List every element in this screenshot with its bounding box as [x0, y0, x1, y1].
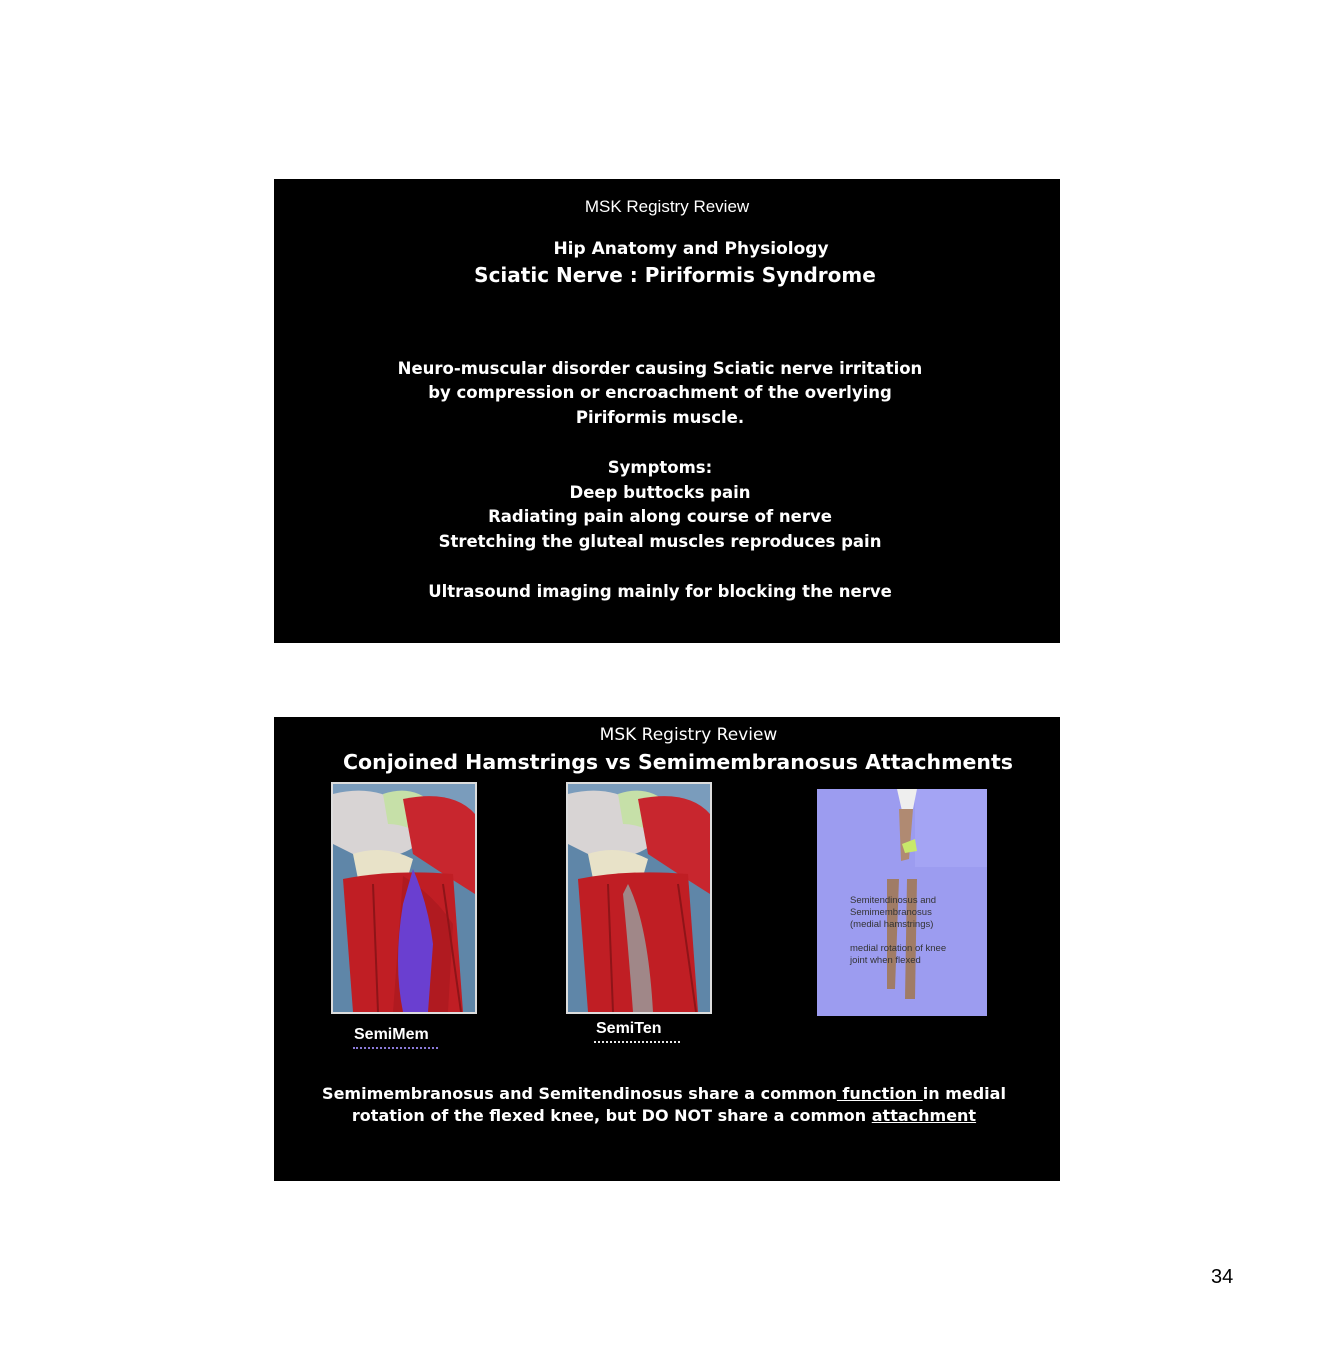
caption-underline — [594, 1041, 680, 1043]
definition-line: Piriformis muscle. — [575, 408, 745, 427]
image-caption-semiten: SemiTen — [596, 1020, 662, 1037]
footer-line-1: Semimembranosus and Semitendinosus share a common function in medial — [322, 1084, 1006, 1103]
slide-subtitle: Hip Anatomy and Physiology — [553, 239, 829, 259]
slide-header: MSK Registry Review — [584, 197, 750, 216]
underlined-attachment: attachment — [871, 1106, 977, 1125]
semitendinosus-image — [566, 782, 712, 1014]
symptom-item: Deep buttocks pain — [569, 483, 751, 502]
imaging-note: Ultrasound imaging mainly for blocking the nerve — [428, 582, 892, 601]
slide-header: MSK Registry Review — [599, 725, 778, 745]
slide-piriformis — [274, 179, 1060, 643]
slide-title: Sciatic Nerve : Piriformis Syndrome — [474, 263, 876, 287]
slide-title: Conjoined Hamstrings vs Semimembranosus Attachments — [343, 750, 1013, 774]
hip-posterior-illustration — [333, 784, 475, 1012]
definition-line: Neuro-muscular disorder causing Sciatic nerve irritation — [397, 359, 923, 378]
slide-hamstrings — [274, 717, 1060, 1181]
footer-line-2: rotation of the flexed knee, but DO NOT share a common attachment — [351, 1106, 977, 1125]
definition-line: by compression or encroachment of the overlying — [428, 383, 892, 402]
symptom-item: Stretching the gluteal muscles reproduces pain — [438, 532, 882, 551]
semimembranosus-image — [331, 782, 477, 1014]
symptoms-heading: Symptoms: — [607, 458, 713, 477]
underlined-function: function — [836, 1084, 923, 1103]
caption-underline — [353, 1047, 438, 1049]
symptom-item: Radiating pain along course of nerve — [488, 507, 832, 526]
hip-posterior-illustration — [568, 784, 710, 1012]
image-caption-semimem: SemiMem — [354, 1026, 429, 1043]
page-number: 34 — [1211, 1266, 1234, 1288]
inset-label: Semitendinosus and Semimembranosus (medial hamstrings) medial rotation of knee joint when flexed — [850, 895, 947, 966]
medial-hamstrings-image — [817, 789, 987, 1016]
